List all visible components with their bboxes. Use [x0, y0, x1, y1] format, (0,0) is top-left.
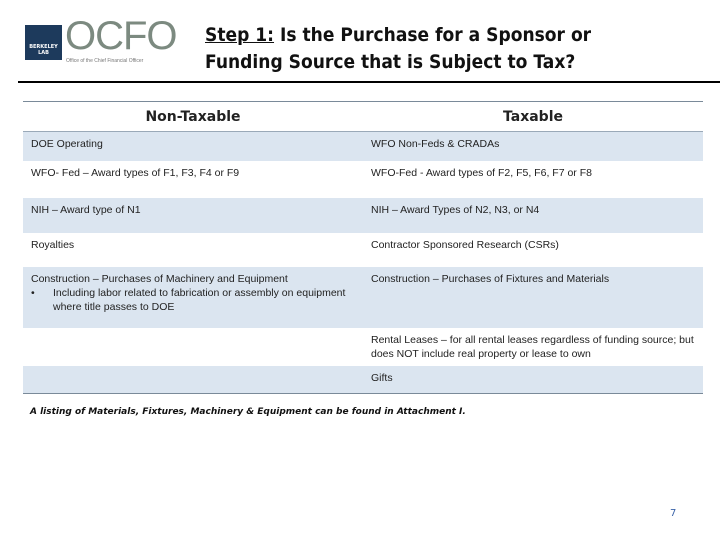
content-area: [23, 101, 703, 418]
table-row: [23, 132, 703, 161]
cell-left: WFO- Fed – Award types of F1, F3, F4 or F9: [31, 166, 240, 179]
ocfo-logo-subtitle: Office of the Chief Financial Officer: [66, 58, 144, 64]
bullet-item: • Including labor related to fabrication or assembly on equipment where title passes to DOE: [31, 286, 355, 314]
title-line2: Funding Source that is Subject to Tax?: [205, 51, 576, 73]
berkeley-lab-logo: BERKELEY LAB: [25, 25, 62, 60]
cell-right: NIH – Award Types of N2, N3, or N4: [363, 198, 703, 233]
table-row: [23, 198, 703, 233]
page-number: 7: [670, 508, 677, 519]
title-step: Step 1:: [205, 24, 275, 46]
cell-text: Construction – Purchases of Machinery and Equipment: [31, 272, 288, 285]
cell-right: WFO Non-Feds & CRADAs: [363, 132, 703, 161]
table-row: [23, 328, 703, 366]
tax-table: [23, 101, 703, 394]
table-row: [23, 366, 703, 394]
title-line1: Is the Purchase for a Sponsor or: [274, 24, 592, 46]
cell-right: Rental Leases – for all rental leases regardless of funding source; but does NOT include real property or lease to own: [371, 333, 694, 360]
cell-right: Contractor Sponsored Research (CSRs): [371, 238, 559, 251]
header-non-taxable: Non-Taxable: [23, 102, 363, 132]
ocfo-logo: OCFO: [65, 14, 177, 58]
cell-right: WFO-Fed - Award types of F2, F5, F6, F7 or F8: [371, 166, 592, 179]
footnote: A listing of Materials, Fixtures, Machinery & Equipment can be found in Attachment I.: [30, 407, 466, 417]
cell-right: Construction – Purchases of Fixtures and Materials: [363, 267, 703, 328]
header-taxable: Taxable: [363, 102, 703, 132]
cell-left: NIH – Award type of N1: [23, 198, 363, 233]
table-row: [23, 161, 703, 198]
cell-left: Royalties: [31, 238, 75, 251]
slide-title: [205, 22, 591, 76]
table-row: [23, 233, 703, 267]
cell-left: [23, 366, 363, 394]
cell-left: [23, 267, 363, 328]
cell-left: [23, 328, 363, 366]
cell-left: DOE Operating: [23, 132, 363, 161]
cell-right: Gifts: [363, 366, 703, 394]
table-row: [23, 267, 703, 328]
title-rule: [18, 81, 720, 83]
